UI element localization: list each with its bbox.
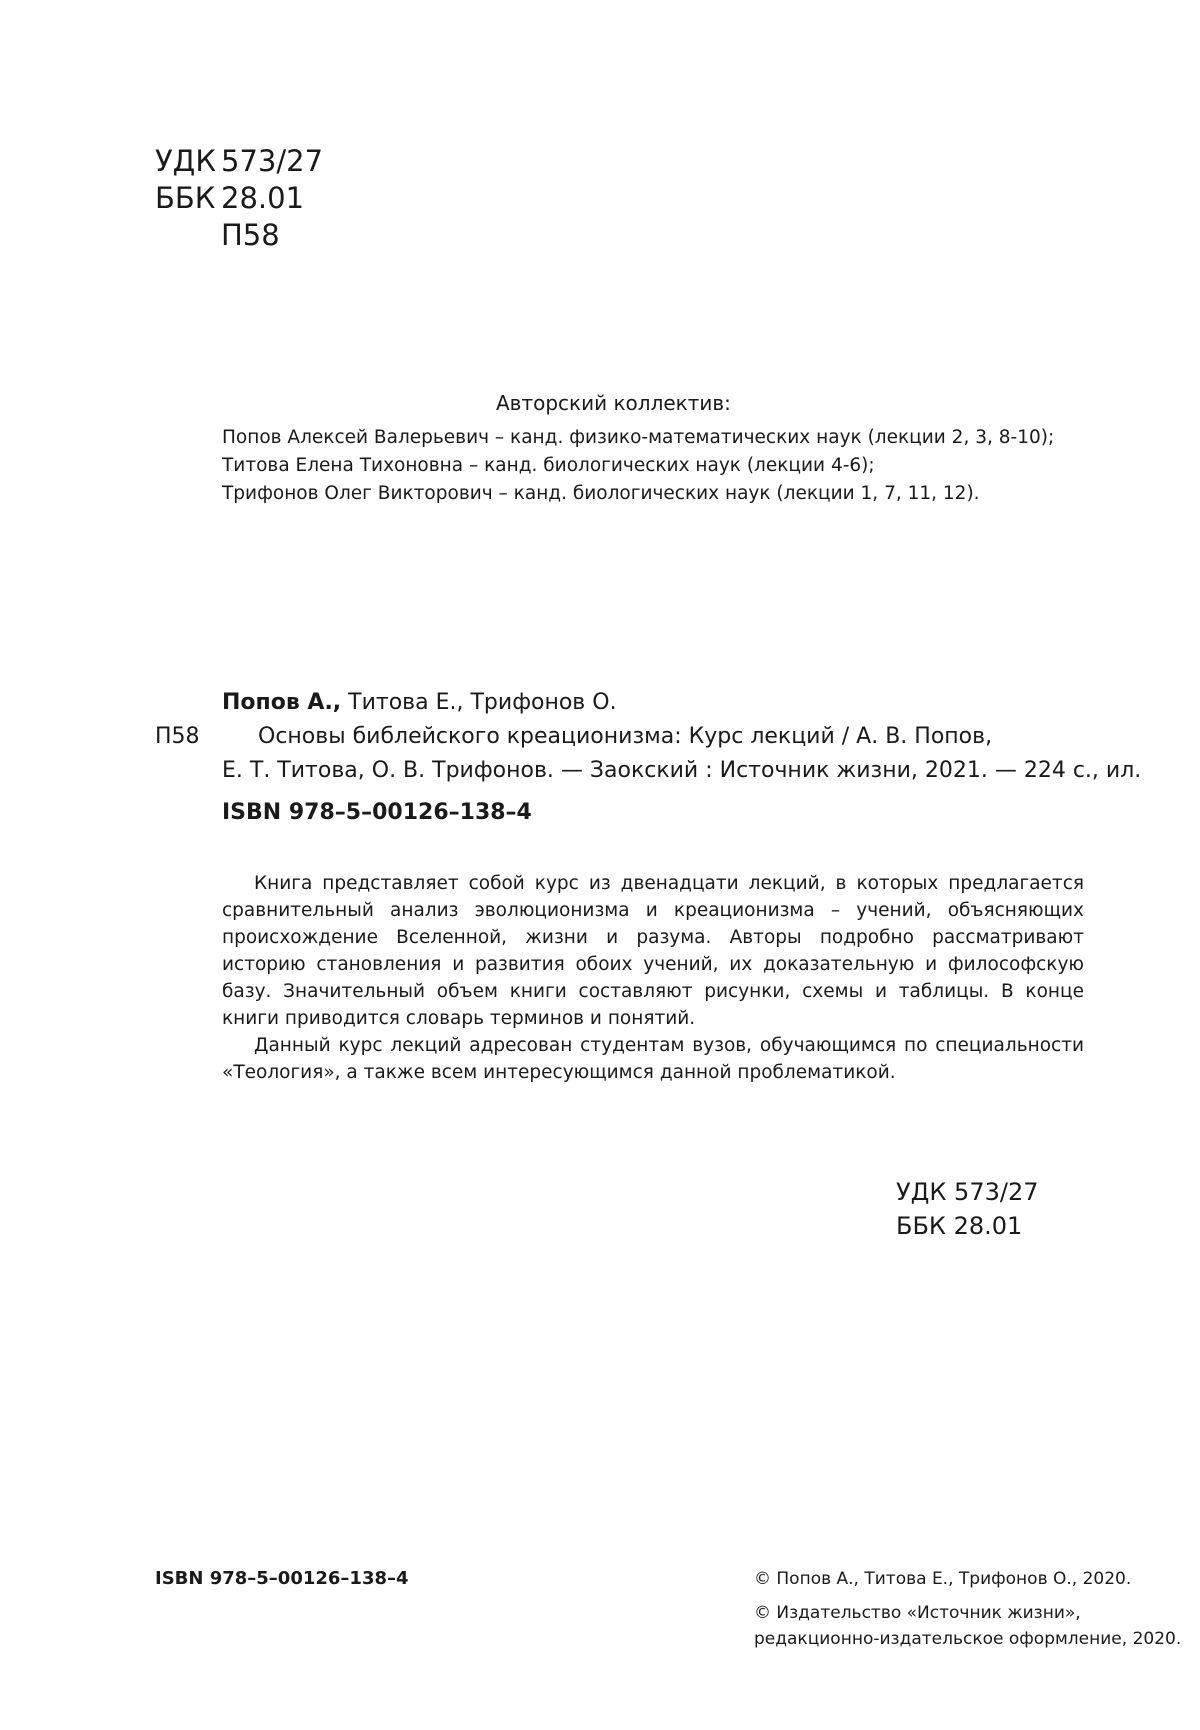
author-mark: П58 [221,218,280,252]
author-line-2: Титова Елена Тихоновна – канд. биологических наук (лекции 4-6); [222,455,875,476]
bib-mark: П58 [155,724,200,749]
annotation-paragraph-1: Книга представляет собой курс из двенадцати лекций, в которых предлагается сравнительный анализ эволюционизма и креационизма – учений, объясняющих происхождение Вселенной, жизни и разума. Авторы подробно рассматривают историю становления и развития обоих учений, их доказательную и философскую базу. Значительный объем книги составляют рисунки, схемы и таблицы. В конце книги приводится словарь терминов и понятий. [222,873,1084,1029]
udk-row [155,143,323,179]
copyright-publisher-line-2: редакционно-издательское оформление, 2020. [754,1629,1182,1649]
bbk-bottom: ББК 28.01 [896,1212,1023,1240]
author-line-1: Попов Алексей Валерьевич – канд. физико-математических наук (лекции 2, 3, 8-10); [222,427,1055,448]
udk-bottom: УДК 573/27 [896,1178,1039,1206]
bib-heading-rest: Титова Е., Трифонов О. [341,690,617,715]
annotation-paragraph-2: Данный курс лекций адресован студентам вузов, обучающимся по специальности «Теология», а также всем интересующимся данной проблематикой. [222,1035,1084,1083]
bbk-label: ББК [155,181,216,215]
copyright-authors: © Попов А., Титова Е., Трифонов О., 2020. [754,1569,1132,1589]
author-line-3: Трифонов Олег Викторович – канд. биологических наук (лекции 1, 7, 11, 12). [222,483,980,504]
bib-line-2: Е. Т. Титова, О. В. Трифонов. — Заокский : Источник жизни, 2021. — 224 с., ил. [222,758,1142,783]
annotation [222,870,1084,1086]
copyright-publisher-line-1: © Издательство «Источник жизни», [754,1603,1081,1623]
bbk-row [155,180,304,216]
bib-heading [222,686,617,720]
bib-heading-bold: Попов А., [222,690,342,715]
bib-isbn: ISBN 978–5–00126–138–4 [222,800,532,825]
udk-label: УДК [155,144,216,178]
authors-title: Авторский коллектив: [496,391,731,415]
udk-value: 573/27 [221,144,324,178]
bbk-value: 28.01 [221,181,305,215]
bib-line-1: Основы библейского креационизма: Курс лекций / А. В. Попов, [258,724,993,749]
footer-isbn: ISBN 978–5–00126–138–4 [155,1568,409,1589]
